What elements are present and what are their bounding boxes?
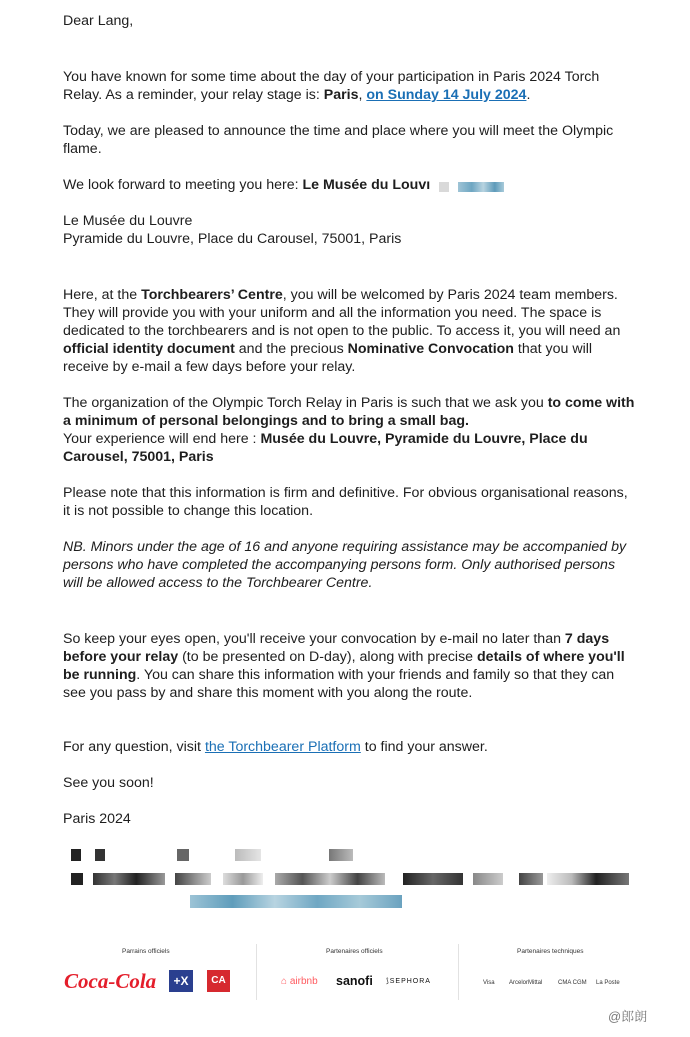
paragraph-convocation: So keep your eyes open, you'll receive your convocation by e-mail no later than 7 days before your relay (to be presented on D-day), along with precise details of where you'll be running. You can share this information with your friends and family so that they can see you pass by and share this moment with you along the route.: [63, 631, 625, 701]
technical-partners-heading: Partenaires techniques: [517, 948, 584, 955]
la-poste-logo: La Poste: [596, 980, 620, 986]
credit-agricole-logo: CA: [207, 970, 230, 992]
meeting-place-name: Le Musée du Louvı: [302, 177, 431, 193]
paragraph-organization: The organization of the Olympic Torch Relay in Paris is such that we ask you to come with a minimum of personal belongings and to bring a small bag. Your experience will end here : Musée du Louvre, Pyramide du Louvre, Place du Carousel, 75001, Paris: [63, 395, 635, 465]
sanofi-logo: sanofi: [336, 974, 373, 988]
cma-cgm-logo: CMA CGM: [558, 980, 587, 986]
closing: See you soon!: [63, 775, 154, 791]
relay-date-link[interactable]: on Sunday 14 July 2024: [366, 87, 527, 103]
torchbearer-platform-link[interactable]: the Torchbearer Platform: [204, 739, 361, 755]
address-line-1: Le Musée du Louvre: [63, 213, 193, 229]
official-partners: [257, 942, 457, 1002]
signature: Paris 2024: [63, 811, 131, 827]
address-line-2: Pyramide du Louvre, Place du Carousel, 75001, Paris: [63, 231, 402, 247]
weibo-watermark: @郎朗: [608, 1009, 648, 1024]
paragraph-meeting-place: We look forward to meeting you here: Le Musée du Louvı: [63, 177, 431, 193]
redacted-line: [190, 895, 402, 909]
greeting: Dear Lang,: [63, 13, 134, 29]
arcelormittal-logo: ArcelorMittal: [509, 980, 543, 986]
bpce-logo: +X: [169, 970, 193, 992]
visa-logo: Visa: [483, 980, 495, 986]
sponsors-footer: [52, 942, 642, 1002]
sephora-flame-icon: ⟆: [386, 978, 390, 985]
redacted-line: [63, 849, 623, 863]
paragraph-firm-information: Please note that this information is firm and definitive. For obvious organisational reasons, it is not possible to change this location.: [63, 485, 628, 519]
redacted-block: [439, 182, 449, 192]
coca-cola-logo: Coca-Cola: [64, 969, 157, 993]
official-partners-heading: Partenaires officiels: [326, 948, 383, 955]
paragraph-announcement: Today, we are pleased to announce the time and place where you will meet the Olympic flame.: [63, 123, 614, 157]
relay-city: Paris: [323, 87, 359, 103]
official-sponsors: [52, 942, 256, 1002]
official-sponsors-heading: Parrains officiels: [122, 948, 170, 955]
airbnb-logo: ⌂ airbnb: [281, 976, 318, 987]
technical-partners: [459, 942, 642, 1002]
sephora-logo: ⟆SEPHORA: [386, 978, 431, 985]
paragraph-minors-note: NB. Minors under the age of 16 and anyone requiring assistance may be accompanied by persons who have completed the accompanying persons form. Only authorised persons will be allowed access to the Torchbearer Centre.: [63, 539, 627, 591]
redacted-block: [458, 182, 504, 192]
paragraph-relay-stage: You have known for some time about the day of your participation in Paris 2024 Torch Relay. As a reminder, your relay stage is: Paris, on Sunday 14 July 2024.: [63, 69, 600, 103]
redacted-line: [63, 873, 633, 887]
paragraph-questions: For any question, visit the Torchbearer Platform to find your answer.: [63, 739, 488, 755]
airbnb-icon: ⌂: [281, 976, 288, 987]
paragraph-torchbearers-centre: Here, at the Torchbearers’ Centre, you will be welcomed by Paris 2024 team members. They will provide you with your uniform and all the information you need. The space is dedicated to the torchbearers and is not open to the public. To access it, you will need an official identity document and the precious Nominative Convocation that you will receive by e-mail a few days before your relay.: [63, 287, 621, 375]
